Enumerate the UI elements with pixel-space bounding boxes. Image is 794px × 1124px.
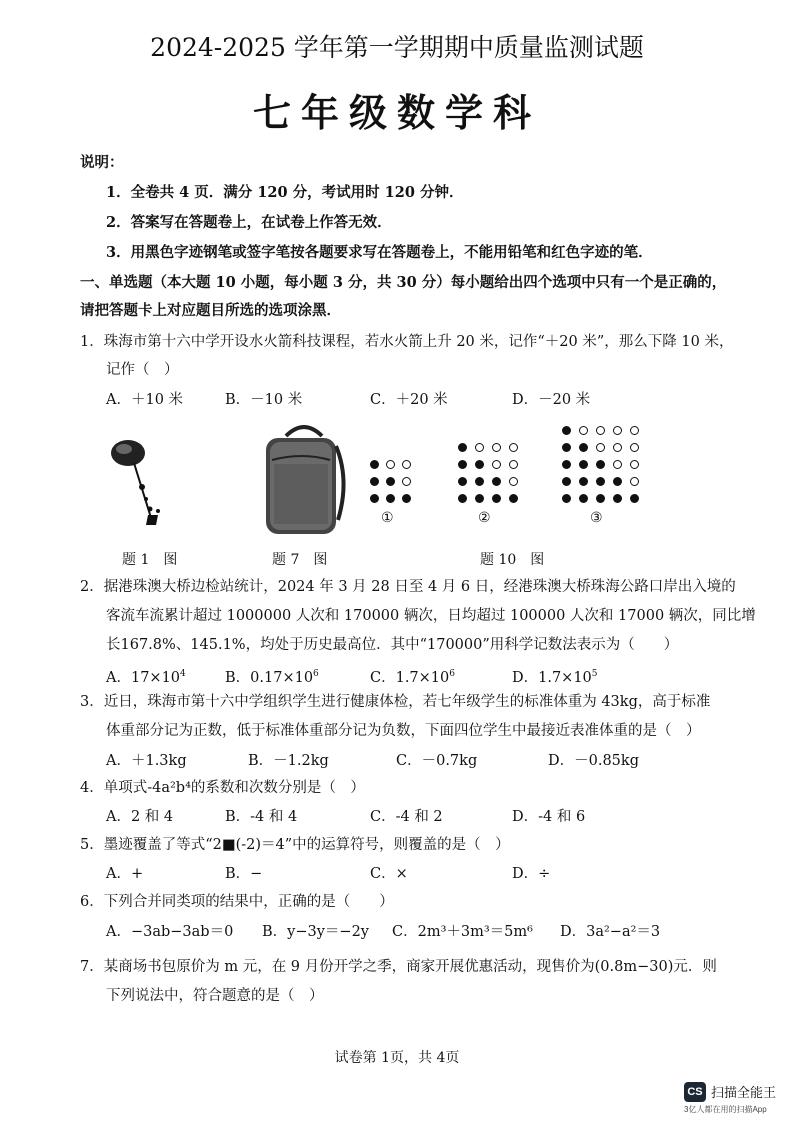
q3-option-a: A．＋1.3kg [106, 753, 187, 769]
q3-option-c: C．－0.7kg [396, 753, 478, 769]
q2-option-a: A．$17\times 10^4$ [106, 669, 186, 686]
q3-line1: 3．近日，珠海市第十六中学组织学生进行健康体检，若七年级学生的标准体重为 43kg，高于标准 [80, 694, 711, 710]
q1-option-c: C．＋20 米 [370, 392, 448, 408]
q3-option-b: B．－1.2kg [248, 753, 329, 769]
q4-option-b: B．-4 和 4 [225, 809, 298, 825]
instruction-3: 3．用黑色字迹钢笔或签字笔按各题要求写在答题卷上，不能用铅笔和红色字迹的笔． [106, 244, 653, 261]
figure-caption-7: 题 7 图 [272, 552, 328, 568]
q5-line1: 5．墨迹覆盖了等式“2■(-2)＝4”中的运算符号，则覆盖的是（ ） [80, 837, 510, 853]
camscanner-tagline: 3亿人都在用的扫描App [684, 1105, 767, 1114]
dot-pattern-1 [370, 460, 420, 510]
backpack-figure [258, 420, 350, 538]
camscanner-logo: CS [684, 1082, 706, 1102]
q6-option-d: D．3a²−a²＝3 [560, 924, 661, 940]
q2-line1: 2．据港珠澳大桥边检站统计，2024 年 3 月 28 日至 4 月 6 日，经港珠澳大桥珠海公路口岸出入境的 [80, 579, 736, 595]
q5-option-b: B．− [225, 866, 263, 882]
q3-option-d: D．－0.85kg [548, 753, 639, 769]
section1-line2: 请把答题卡上对应题目所选的选项涂黑． [80, 302, 341, 319]
q6-option-a: A．−3ab−3ab＝0 [106, 924, 234, 940]
q4-option-a: A．2 和 4 [106, 809, 174, 825]
q4-option-c: C．-4 和 2 [370, 809, 443, 825]
q6-line1: 6．下列合并同类项的结果中，正确的是（ ） [80, 894, 394, 910]
instructions-label: 说明： [80, 154, 124, 171]
q1-line2: 记作（ ） [106, 362, 179, 378]
q1-option-b: B．－10 米 [225, 392, 303, 408]
q5-option-a: A．+ [106, 866, 144, 882]
q3-line2: 体重部分记为正数，低于标准体重部分记为负数，下面四位学生中最接近表准体重的是（ ） [106, 723, 701, 739]
figure-caption-1: 题 1 图 [122, 552, 178, 568]
q2-line2: 客流车流累计超过 1000000 人次和 170000 辆次，日均超过 100000 人次和 17000 辆次，同比增 [106, 608, 756, 624]
pattern-label-1: ① [381, 510, 394, 526]
instruction-1: 1．全卷共 4 页．满分 120 分，考试用时 120 分钟． [106, 184, 464, 201]
q7-line1: 7．某商场书包原价为 m 元，在 9 月份开学之季，商家开展优惠活动，现售价为(0.8m−30)元．则 [80, 959, 717, 975]
q2-option-c: C．$1.7\times 10^6$ [370, 669, 455, 686]
rocket-figure [100, 425, 180, 535]
figure-caption-10: 题 10 图 [480, 552, 545, 568]
dot-pattern-3 [562, 426, 644, 510]
pattern-label-2: ② [478, 510, 491, 526]
q6-option-b: B．y−3y＝−2y [262, 924, 369, 940]
q5-option-d: D．÷ [512, 866, 551, 882]
exam-subtitle: 七年级数学科 [252, 90, 541, 135]
q1-option-a: A．＋10 米 [106, 392, 184, 408]
pattern-label-3: ③ [590, 510, 603, 526]
q5-option-c: C．× [370, 866, 408, 882]
q7-line2: 下列说法中，符合题意的是（ ） [106, 988, 324, 1004]
q2-option-d: D．$1.7\times 10^5$ [512, 669, 598, 686]
camscanner-name: 扫描全能王 [711, 1085, 777, 1100]
q1-line1: 1．珠海市第十六中学开设水火箭科技课程，若水火箭上升 20 米，记作“＋20 米”，那么下降 10 米， [80, 334, 734, 350]
dot-pattern-2 [458, 443, 522, 511]
page-footer: 试卷第 1页，共 4页 [334, 1050, 460, 1066]
exam-title: 2024-2025 学年第一学期期中质量监测试题 [150, 33, 644, 62]
q1-option-d: D．－20 米 [512, 392, 591, 408]
section1-line1: 一、单选题（本大题 10 小题，每小题 3 分，共 30 分）每小题给出四个选项中只有一个是正确的， [80, 274, 727, 291]
q4-option-d: D．-4 和 6 [512, 809, 586, 825]
q4-line1: 4．单项式-4a²b⁴的系数和次数分别是（ ） [80, 780, 365, 796]
q6-option-c: C．2m³＋3m³＝5m⁶ [392, 924, 533, 940]
q2-option-b: B．$0.17\times 10^6$ [225, 669, 319, 686]
instruction-2: 2．答案写在答题卷上，在试卷上作答无效． [106, 214, 392, 231]
q2-line3: 长167.8%、145.1%，均处于历史最高位．其中“170000”用科学记数法表示为（ ） [106, 637, 679, 653]
